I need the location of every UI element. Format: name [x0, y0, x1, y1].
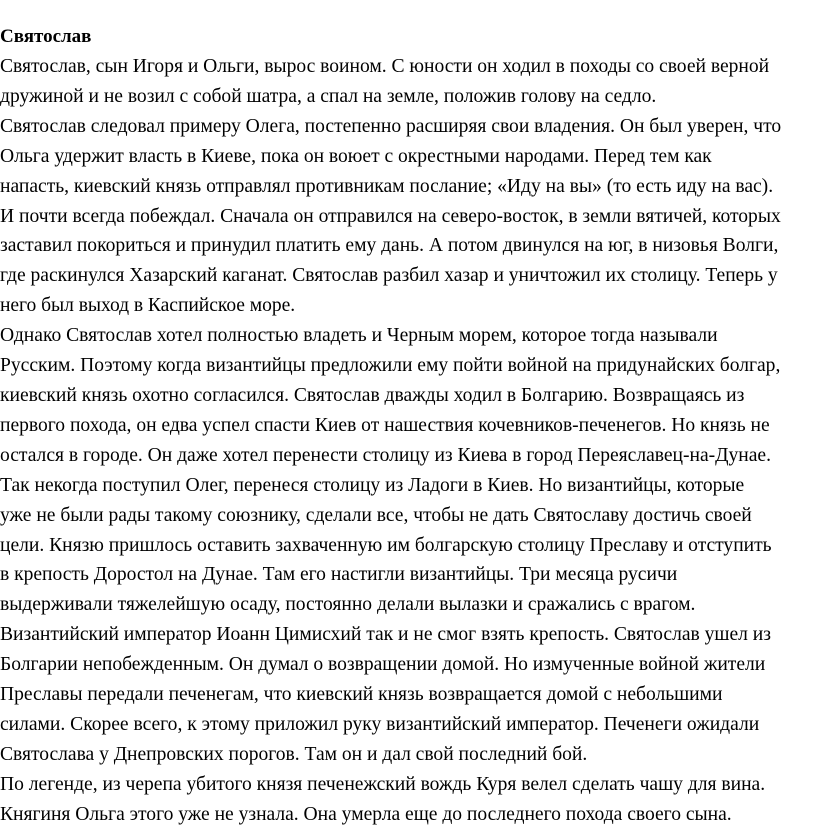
text-line: уже не были рады такому союзнику, сделали все, чтобы не дать Святославу достичь своей	[0, 504, 752, 526]
text-line: Византийский император Иоанн Цимисхий так и не смог взять крепость. Святослав ушел из	[0, 624, 771, 646]
text-line: Святослав, сын Игоря и Ольги, вырос воином. С юности он ходил в походы со своей верной	[0, 56, 770, 77]
text-line: где раскинулся Хазарский каганат. Святослав разбил хазар и уничтожил их столицу. Теперь у	[0, 265, 778, 287]
paragraph-conquests	[0, 112, 816, 321]
text-line: Болгарии непобежденным. Он думал о возвращении домой. Но измученные войной жители	[0, 654, 766, 676]
text-line: выдерживали тяжелейшую осаду, постоянно делали вылазки и сражались с врагом.	[0, 594, 696, 616]
text-line: Русским. Поэтому когда византийцы предложили ему пойти войной на придунайских болгар,	[0, 355, 781, 377]
document-title: Святослав	[0, 26, 92, 47]
text-line: заставил покориться и принудил платить ему дань. А потом двинулся на юг, в низовья Волги,	[0, 235, 779, 257]
paragraph-bulgaria	[0, 321, 816, 770]
text-line: киевский князь охотно согласился. Святослав дважды ходил в Болгарию. Возвращаясь из	[0, 384, 745, 406]
text-line: цели. Князю пришлось оставить захваченную им болгарскую столицу Преславу и отступить	[0, 534, 772, 556]
text-line: Святослав следовал примеру Олега, постепенно расширяя свои владения. Он был уверен, что	[0, 115, 782, 137]
text-line: Так некогда поступил Олег, перенеся столицу из Ладоги в Киев. Но византийцы, которые	[0, 474, 745, 496]
text-line: остался в городе. Он даже хотел перенести столицу из Киева в город Переяславец-на-Дунае.	[0, 444, 771, 466]
text-line: в крепость Доростол на Дунае. Там его настигли византийцы. Три месяца русичи	[0, 564, 678, 586]
text-line: силами. Скорее всего, к этому приложил руку византийский император. Печенеги ожидали	[0, 713, 760, 735]
text-line: Однако Святослав хотел полностью владеть и Черным морем, которое тогда называли	[0, 325, 718, 347]
text-line: По легенде, из черепа убитого князя печенежский вождь Куря велел сделать чашу для вина.	[0, 773, 766, 795]
text-line: И почти всегда побеждал. Сначала он отправился на северо-восток, в земли вятичей, которых	[0, 205, 781, 227]
text-line: Ольга удержит власть в Киеве, пока он воюет с окрестными народами. Перед тем как	[0, 145, 712, 167]
text-line: напасть, киевский князь отправлял противникам послание; «Иду на вы» (то есть иду на вас).	[0, 175, 774, 197]
text-line: дружиной и не возил с собой шатра, а спал на земле, положив голову на седло.	[0, 85, 657, 107]
paragraph-intro	[0, 52, 816, 112]
text-line: Святослава у Днепровских порогов. Там он и дал свой последний бой.	[0, 743, 588, 765]
paragraph-legend	[0, 770, 816, 830]
text-line: Княгиня Ольга этого уже не узнала. Она умерла еще до последнего похода своего сына.	[0, 803, 732, 825]
text-line: Преславы передали печенегам, что киевский князь возвращается домой с небольшими	[0, 684, 723, 706]
text-line: первого похода, он едва успел спасти Киев от нашествия кочевников-печенегов. Но князь не	[0, 414, 770, 436]
text-line: него был выход в Каспийское море.	[0, 295, 296, 317]
